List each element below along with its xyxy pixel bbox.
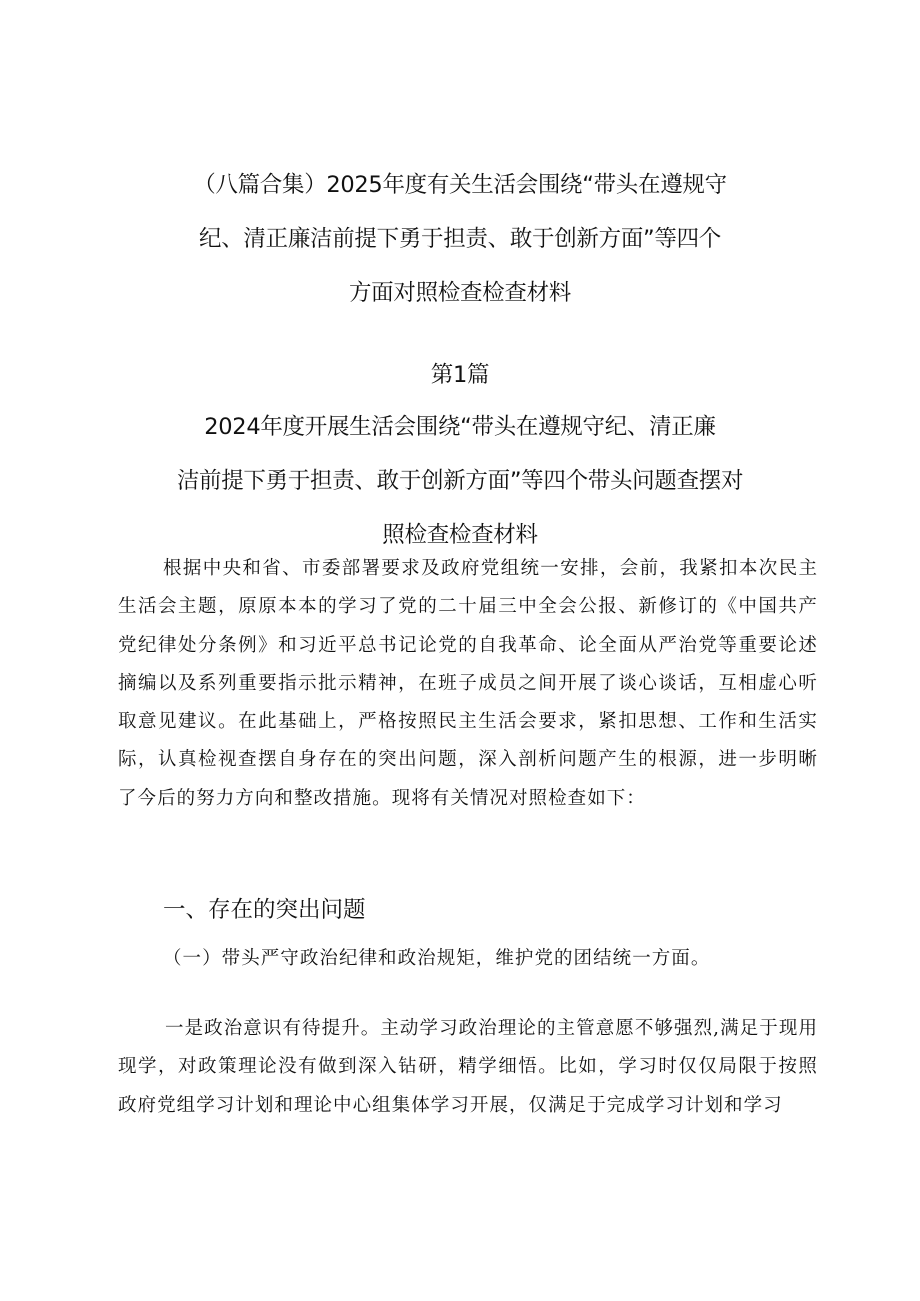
- article-title-line: 2024年度开展生活会围绕“带头在遵规守纪、清正廉: [204, 414, 716, 440]
- article-number-text: 第1篇: [430, 362, 490, 388]
- main-title-line: 方面对照检查检查材料: [348, 280, 571, 306]
- main-title-line: 纪、清正廉洁前提下勇于担责、敢于创新方面”等四个: [199, 226, 721, 252]
- main-title: [100, 158, 820, 320]
- main-title-line: （八篇合集）2025年度有关生活会围绕“带头在遵规守: [193, 172, 727, 198]
- subsection-heading: （一）带头严守政治纪律和政治规矩，维护党的团结统一方面。: [163, 948, 711, 969]
- point-paragraph: 一是政治意识有待提升。主动学习政治理论的主管意愿不够强烈,满足于现用现学，对政策理论没有做到深入钻研，精学细悟。比如，学习时仅仅局限于按照政府党组学习计划和理论中心组集体学习开展，仅满足于完成学习计划和学习: [118, 1018, 818, 1116]
- intro-paragraph: 根据中央和省、市委部署要求及政府党组统一安排，会前，我紧扣本次民主生活会主题，原原本本的学习了党的二十届三中全会公报、新修订的《中国共产党纪律处分条例》和习近平总书记论党的自我革命、论全面从严治党等重要论述摘编以及系列重要指示批示精神，在班子成员之间开展了谈心谈话，互相虚心听取意见建议。在此基础上，严格按照民主生活会要求，紧扣思想、工作和生活实际，认真检视查摆自身存在的突出问题，深入剖析问题产生的根源，进一步明晰了今后的努力方向和整改措施。现将有关情况对照检查如下：: [118, 558, 818, 809]
- article-title-line: 洁前提下勇于担责、敢于创新方面”等四个带头问题查摆对: [176, 468, 744, 494]
- article-title: [100, 400, 820, 562]
- article-title-line: 照检查检查材料: [382, 522, 538, 548]
- section-heading: 一、存在的突出问题: [163, 897, 366, 923]
- article-number: [100, 348, 820, 402]
